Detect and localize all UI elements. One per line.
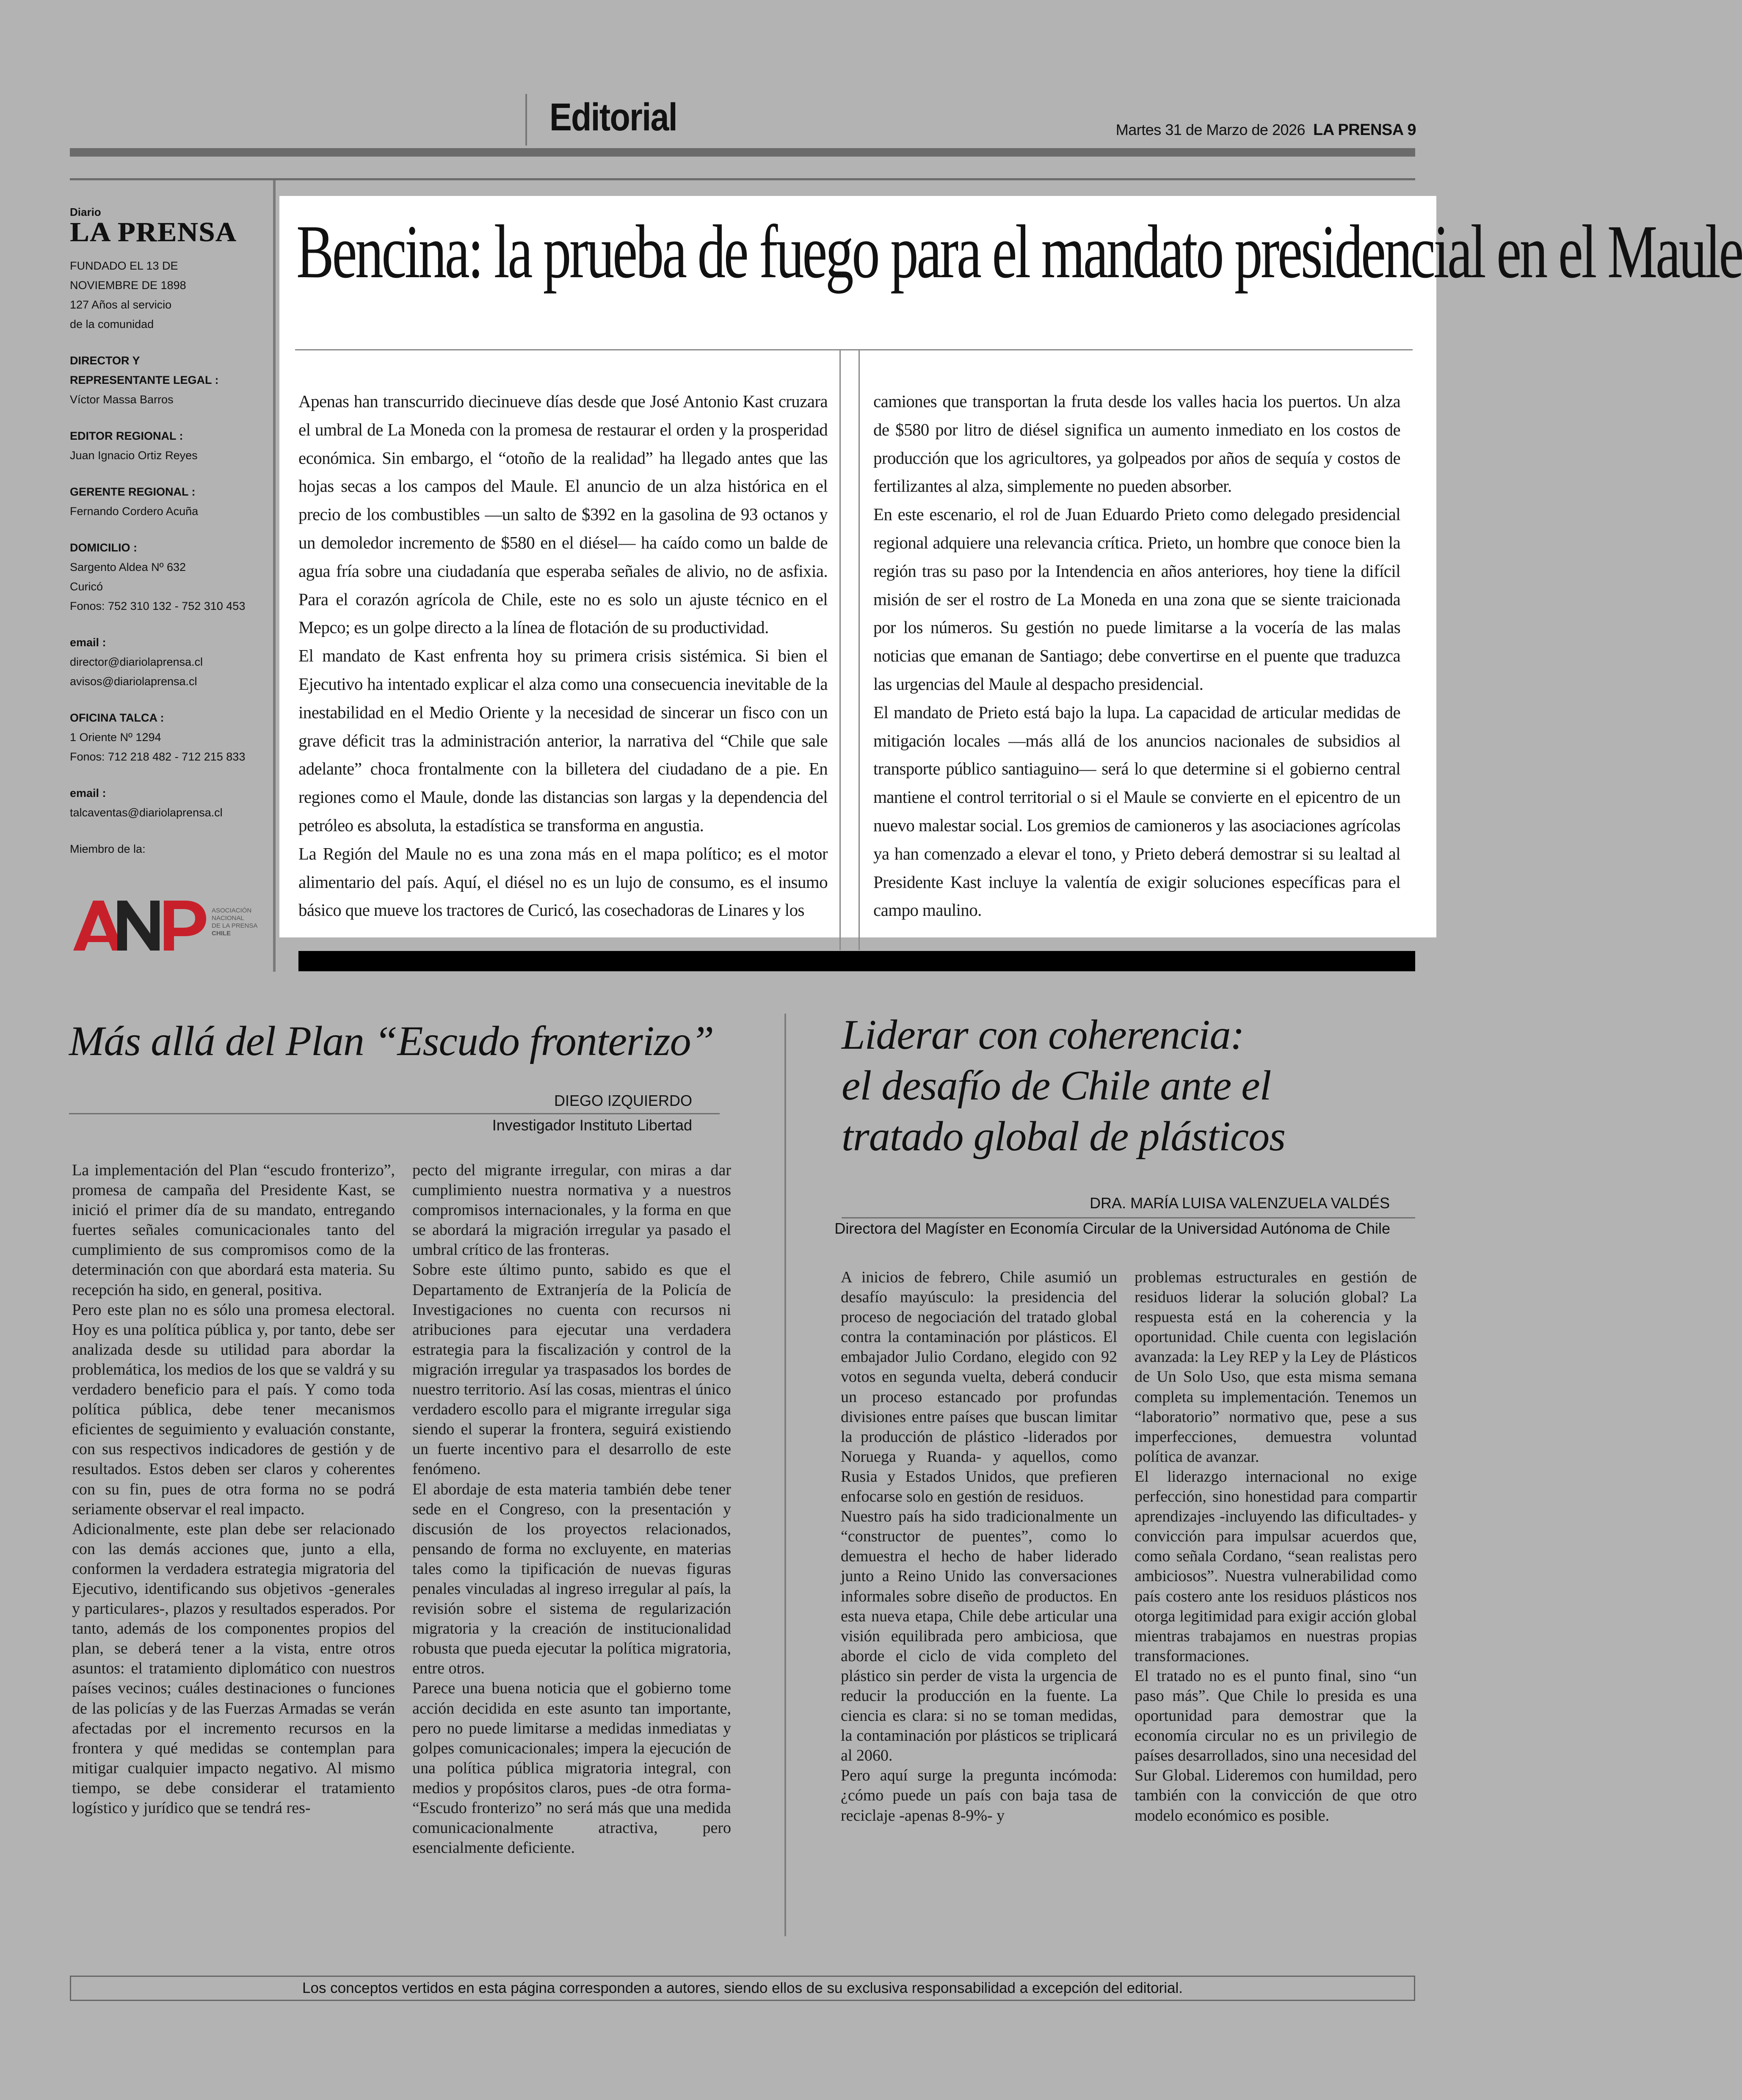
header-date-line [1116,121,1416,139]
paragraph: pecto del migrante irregular, con miras a dar cumplimiento nuestra normativa y a nuestros compromisos internacionales, y la forma en que se abordará la migración irregular ya pasado el umbral crítico de las fronteras. [412,1161,731,1259]
column-divider [859,349,860,950]
editorial-rule [295,349,1413,350]
paragraph: La Región del Maule no es una zona más en el mapa político; es el motor alimentario del país. Aquí, el diésel no es un lujo de consumo, es el insumo básico que mueve los tractores de Curicó, las cosechadoras de Linares y los [298,843,828,920]
logo-text: DE LA PRENSA [212,922,258,929]
editor-label: EDITOR REGIONAL : [70,430,183,442]
founded-line: NOVIEMBRE DE 1898 [70,279,186,292]
anp-logo [70,896,258,955]
paragraph: El liderazgo internacional no exige perfección, sino honestidad para compartir aprendizajes -incluyendo las dificultades- y convicción para impulsar acuerdos que, como señala Cordano, “sean realistas pero ambiciosos”. Nuestra vulnerabilidad como país costero ante los residuos plásticos nos otorga legitimidad para exigir acción global mientras trabajamos en nuestras propias transformaciones. [1135,1467,1417,1665]
opinion-divider [784,1014,786,1936]
domicilio-line: Sargento Aldea Nº 632 [70,561,186,573]
logo-text: ASOCIACIÓN [212,907,252,914]
opinion2-role: Directora del Magíster en Economía Circular de la Universidad Autónoma de Chile [834,1220,1390,1237]
opinion2-column-2 [1135,1268,1417,1826]
director-name: Víctor Massa Barros [70,393,174,406]
gerente-label: GERENTE REGIONAL : [70,485,196,498]
paragraph: Pero este plan no es sólo una promesa electoral. Hoy es una política pública y, por tanto, debe ser analizada desde su utilidad para abordar la problemática, los medios de los que se valdrá y su verdadero beneficio para el país. Y como toda política pública, debe tener mecanismos eficientes de seguimiento y evaluación constante, con sus respectivos indicadores de gestión y de resultados. Estos deben ser claros y coherentes con su fin, pues de otra forma no se podrá seriamente observar el real impacto. [72,1301,395,1518]
opinion1-rule [69,1113,720,1114]
domicilio-label: DOMICILIO : [70,541,137,554]
email2-link[interactable]: talcaventas@diariolaprensa.cl [70,806,223,819]
domicilio-line: Fonos: 752 310 132 - 752 310 453 [70,600,246,612]
paragraph: El mandato de Kast enfrenta hoy su primera crisis sistémica. Si bien el Ejecutivo ha intentado explicar el alza como una consecuencia inevitable de la inestabilidad en el Medio Oriente y la necesidad de sincerar un fisco con un grave déficit tras la administración anterior, la narrativa del “Chile que sale adelante” choca frontalmente con la billetera del ciudadano de a pie. En regiones como el Maule, donde las distancias son largas y la dependencia del petróleo es absoluta, la estadística se transforma en angustia. [298,646,828,835]
logo-text: CHILE [212,930,231,937]
paragraph: problemas estructurales en gestión de residuos liderar la solución global? La respuesta está en la coherencia y la oportunidad. Chile cuenta con legislación avanzada: la Ley REP y la Ley de Plásticos de Un Solo Uso, que esta misma semana completa su implementación. Tenemos un “laboratorio” normativo que, pese a sus imperfecciones, demuestra voluntad política de avanzar. [1135,1268,1417,1466]
logo-text: NACIONAL [212,915,244,922]
section-title: Editorial [549,96,677,139]
opinion1-column-2 [412,1160,731,1858]
paragraph: El mandato de Prieto está bajo la lupa. La capacidad de articular medidas de mitigación locales —más allá de los anuncios nacionales de subsidios al transporte público santiaguino— será lo que determine si el gobierno central mantiene el control territorial o si el Maule se convierte en el epicentro de un nuevo malestar social. Los gremios de camioneros y las asociaciones agrícolas ya han comenzado a elevar el tono, y Prieto deberá demostrar si su lealtad al Presidente Kast incluye la valentía de exigir soluciones específicas para el campo maulino. [873,702,1400,920]
founded-line: 127 Años al servicio [70,298,172,311]
opinion1-title: Más allá del Plan “Escudo fronterizo” [69,1017,714,1064]
oficina-line: Fonos: 712 218 482 - 712 215 833 [70,750,246,763]
email-link[interactable]: avisos@diariolaprensa.cl [70,675,197,688]
paragraph: El abordaje de esta materia también debe tener sede en el Congreso, con la presentación y discusión de los proyectos relacionados, pensando de forma no excluyente, en materias tales como la tipificación de nuevas figuras penales vinculadas al ingreso irregular al país, la revisión sobre el sistema de regularización migratoria y la creación de institucionalidad robusta que pueda ejecutar la política migratoria, entre otros. [412,1480,731,1678]
header-date: Martes 31 de Marzo de 2026 [1115,121,1306,138]
director-label-line: REPRESENTANTE LEGAL : [70,374,219,386]
editorial-column-2 [873,387,1400,924]
opinion2-rule [842,1217,1415,1218]
director-label-line: DIRECTOR Y [70,354,140,367]
email-link[interactable]: director@diariolaprensa.cl [70,656,203,668]
paragraph: camiones que transportan la fruta desde los valles hacia los puertos. Un alza de $580 por litro de diésel significa un aumento inmediato en los costos de producción que los agricultores, ya golpeados por años de sequía y costos de fertilizantes al alza, simplemente no pueden absorber. [873,391,1400,496]
paragraph: Adicionalmente, este plan debe ser relacionado con las demás acciones que, junto a ella, conformen la verdadera estrategia migratoria del Ejecutivo, identificando sus objetivos -generales y particulares-, plazos y resultados esperados. Por tanto, además de los componentes propios del plan, se deberá tener a la vista, entre otros asuntos: el tratamiento diplomático con nuestros países vecinos; cuáles destinaciones o funciones de las policías y de las Fuerzas Armadas se verán afectadas por el incremento recursos en la frontera y qué medidas se contemplan para mitigar cualquier impacto negativo. Al mismo tiempo, se debe considerar el tratamiento logístico y jurídico que se tendrá res- [72,1520,395,1817]
member-label: Miembro de la: [70,843,146,855]
editorial-bottom-bar [298,951,1415,971]
paragraph: Parece una buena noticia que el gobierno tome acción decidida en este asunto tan importante, pero no puede limitarse a medidas inmediatas y golpes comunicacionales; impera la ejecución de una política pública migratoria integral, con medios y propósitos claros, pues -de otra forma- “Escudo fronterizo” no será más que una medida comunicacionalmente atractiva, pero esencialmente deficiente. [412,1679,731,1857]
masthead-founded [70,256,273,334]
opinion1-role: Investigador Instituto Libertad [492,1116,692,1134]
email2-label: email : [70,787,106,799]
masthead-diario: Diario [70,206,101,218]
opinion2-title-line: el desafío de Chile ante el [842,1062,1271,1109]
masthead-brand: LA PRENSA [70,217,237,248]
paragraph: Nuestro país ha sido tradicionalmente un “constructor de puentes”, como lo demuestra el hecho de haber liderado junto a Reino Unido las conversaciones informales sobre diseño de productos. En esta nueva etapa, Chile debe articular una visión equilibrada pero ambiciosa, que aborde el ciclo de vida completo del plástico sin perder de vista la urgencia de reducir la producción en la fuente. La ciencia es clara: si no se toman medidas, la contaminación por plásticos se triplicará al 2060. [841,1507,1117,1765]
opinion2-column-1 [841,1268,1117,1826]
opinion2-title-line: tratado global de plásticos [842,1113,1285,1160]
editorial-headline: Bencina: la prueba de fuego para el mandato presidencial en el Maule [296,209,1742,294]
opinion2-title-line: Liderar con coherencia: [842,1011,1244,1058]
header-page: LA PRENSA 9 [1313,121,1416,139]
director-label [70,351,273,390]
gerente-name: Fernando Cordero Acuña [70,505,199,518]
oficina-label: OFICINA TALCA : [70,711,164,724]
editor-name: Juan Ignacio Ortiz Reyes [70,449,198,462]
paragraph: La implementación del Plan “escudo fronterizo”, promesa de campaña del Presidente Kast, se inició el primer día de su mandato, entregando fuertes señales comunicacionales tanto del cumplimiento de sus compromisos como de la determinación con que abordará esta materia. Su recepción ha sido, en general, positiva. [72,1161,395,1299]
opinion1-author: DIEGO IZQUIERDO [554,1092,692,1109]
footer-disclaimer: Los conceptos vertidos en esta página corresponden a autores, siendo ellos de su exclusiva responsabilidad a excepción del editorial. [302,1980,1183,1996]
email-list [70,652,273,691]
email-label: email : [70,636,106,649]
oficina-line: 1 Oriente Nº 1294 [70,731,161,744]
domicilio-info [70,557,273,616]
opinion2-author: DRA. MARÍA LUISA VALENZUELA VALDÉS [1090,1194,1390,1212]
opinion1-column-1 [72,1160,395,1818]
paragraph: A inicios de febrero, Chile asumió un desafío mayúsculo: la presidencia del proceso de negociación del tratado global contra la contaminación por plásticos. El embajador Julio Cordano, elegido con 92 votos en segunda vuelta, deberá conducir un proceso estancado por profundas divisiones entre países que buscan limitar la producción de plástico -liderados por Noruega y Ruanda- y aquellos, como Rusia y Estados Unidos, que prefieren enfocarse solo en gestión de residuos. [841,1268,1117,1506]
masthead-sidebar [70,180,276,972]
domicilio-line: Curicó [70,580,103,593]
header-bar [70,148,1415,157]
paragraph: Apenas han transcurrido diecinueve días desde que José Antonio Kast cruzara el umbral de La Moneda con la promesa de restaurar el orden y la prosperidad económica. Sin embargo, el “otoño de la realidad” ha llegado antes que las hojas secas a los campos del Maule. El anuncio de un alza histórica en el precio de los combustibles —un salto de $392 en la gasolina de 93 octanos y un demoledor incremento de $580 en el diésel— ha caído como un balde de agua fría sobre una ciudadanía que esperaba señales de alivio, no de asfixia. Para el corazón agrícola de Chile, este no es solo un ajuste técnico en el Mepco; es un golpe directo a la línea de flotación de su productividad. [298,391,828,637]
editorial-column-1 [298,387,828,924]
founded-line: de la comunidad [70,318,154,331]
header-separator [525,94,527,146]
founded-line: FUNDADO EL 13 DE [70,259,178,272]
oficina-info [70,728,273,766]
paragraph: Pero aquí surge la pregunta incómoda: ¿cómo puede un país con baja tasa de reciclaje -apenas 8-9%- y [841,1767,1117,1824]
paragraph: El tratado no es el punto final, sino “un paso más”. Que Chile lo presida es una oportunidad para demostrar que la economía circular no es un privilegio de países desarrollados, sino una necesidad del Sur Global. Lideremos con humildad, pero también con la convicción de que otro modelo económico es posible. [1135,1667,1417,1824]
opinion2-title [842,1009,1285,1162]
column-divider [839,349,841,950]
paragraph: En este escenario, el rol de Juan Eduardo Prieto como delegado presidencial regional adquiere una relevancia crítica. Prieto, un hombre que conoce bien la región tras su paso por la Intendencia en años anteriores, hoy tiene la difícil misión de ser el rostro de La Moneda en una zona que se siente traicionada por los números. Su gestión no puede limitarse a la vocería de las malas noticias que emanan de Santiago; debe convertirse en el puente que traduzca las urgencias del Maule al despacho presidencial. [873,504,1400,694]
paragraph: Sobre este último punto, sabido es que el Departamento de Extranjería de la Policía de Investigaciones no cuenta con recursos ni atribuciones para ejecutar una verdadera estrategia para la fiscalización y control de la migración irregular ya traspasados los bordes de nuestro territorio. Así las cosas, mientras el único verdadero escollo para el migrante irregular siga siendo el superar la frontera, seguirá existiendo un fuerte incentivo para el desarrollo de este fenómeno. [412,1261,731,1478]
